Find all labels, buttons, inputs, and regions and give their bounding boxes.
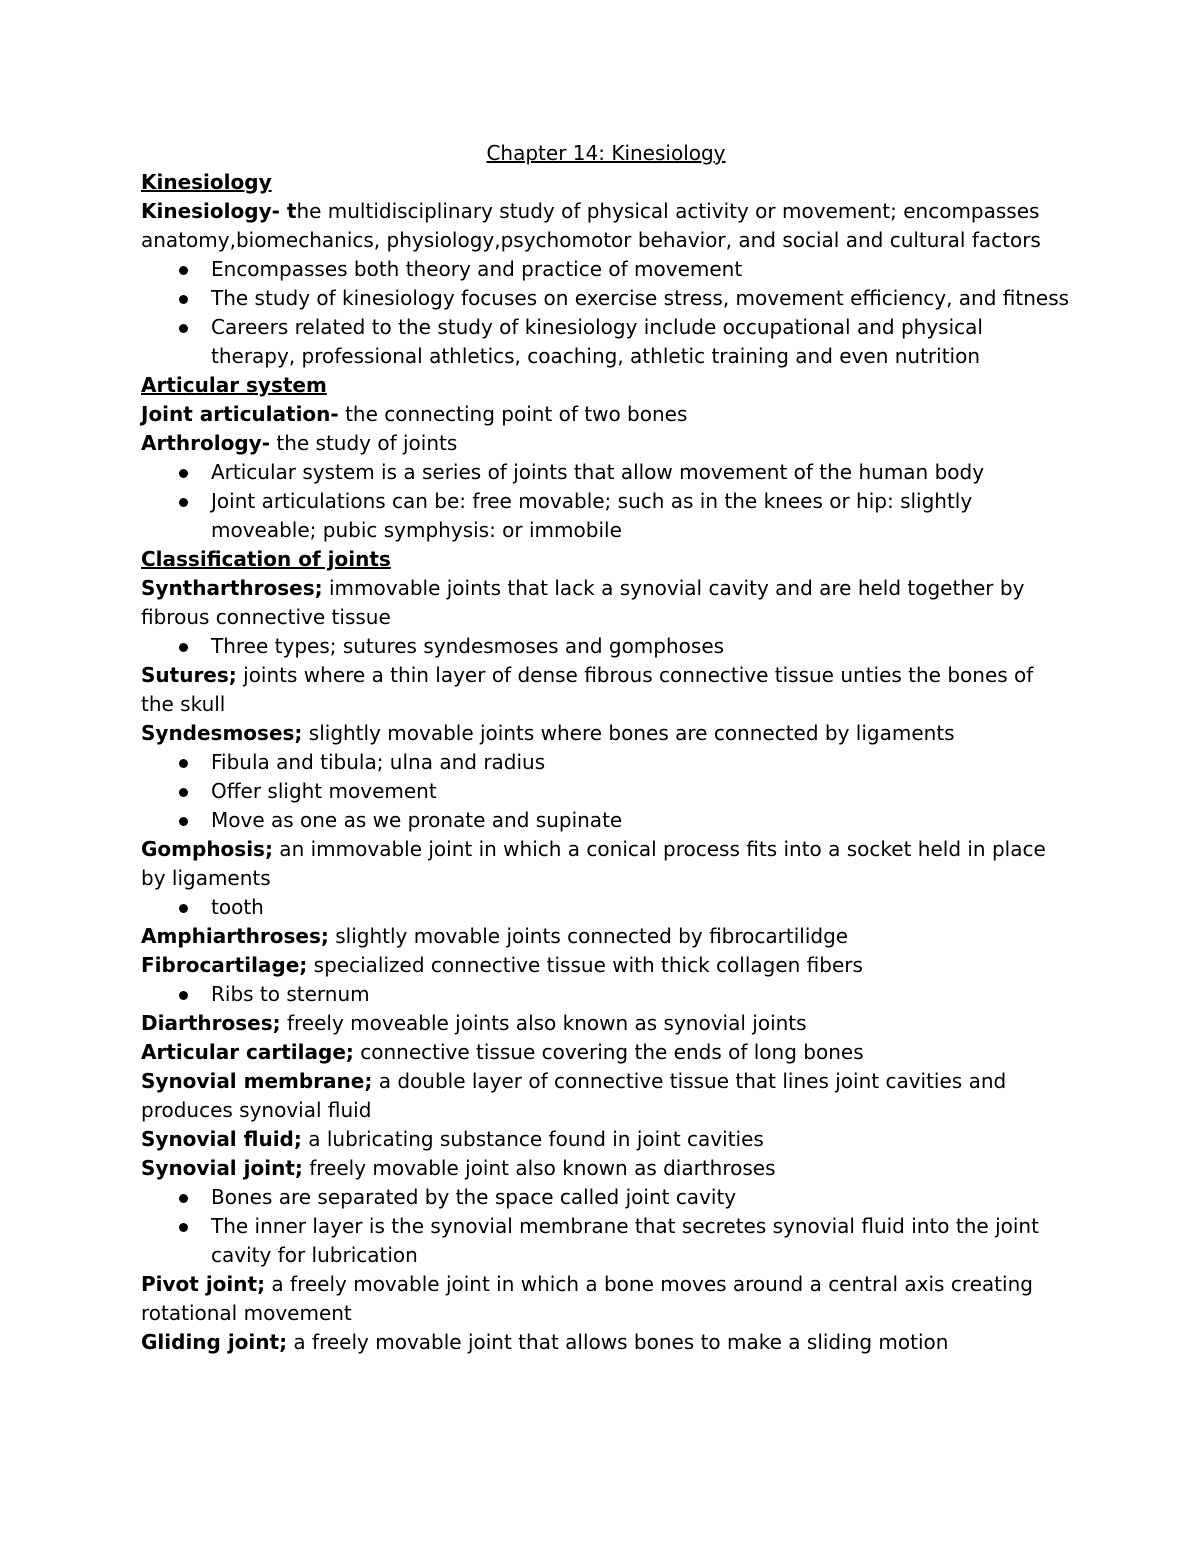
- definition-text: the connecting point of two bones: [338, 402, 688, 426]
- bullet-icon: [179, 759, 188, 768]
- definition-joint-articulation: [141, 400, 1071, 429]
- bullet-icon: [179, 266, 188, 275]
- list-item: [141, 284, 1071, 313]
- term-label: Sutures;: [141, 663, 237, 687]
- definition-pivot-joint: [141, 1270, 1071, 1328]
- list-item-text: The inner layer is the synovial membrane that secretes synovial fluid into the joint cavity for lubrication: [211, 1214, 1039, 1267]
- list-item-text: Fibula and tibula; ulna and radius: [211, 750, 546, 774]
- list-item: [141, 980, 1071, 1009]
- term-label: Joint articulation-: [141, 402, 339, 426]
- term-label: Arthrology-: [141, 431, 270, 455]
- list-item-text: tooth: [211, 895, 264, 919]
- term-label: Synovial joint;: [141, 1156, 303, 1180]
- list-item: [141, 487, 1071, 545]
- definition-text: slightly movable joints where bones are connected by ligaments: [302, 721, 955, 745]
- list-item: [141, 893, 1071, 922]
- definition-text: a lubricating substance found in joint cavities: [301, 1127, 764, 1151]
- list-item: [141, 255, 1071, 284]
- definition-sutures: [141, 661, 1071, 719]
- list-item-text: Articular system is a series of joints that allow movement of the human body: [211, 460, 985, 484]
- list-item-text: Move as one as we pronate and supinate: [211, 808, 623, 832]
- term-label: Gliding joint;: [141, 1330, 288, 1354]
- term-label: Diarthroses;: [141, 1011, 281, 1035]
- definition-syndesmoses: [141, 719, 1071, 748]
- document-title: Chapter 14: Kinesiology: [486, 141, 726, 165]
- list-item-text: Bones are separated by the space called joint cavity: [211, 1185, 737, 1209]
- definition-syntharthroses: [141, 574, 1071, 632]
- definition-text: freely movable joint also known as diarthroses: [302, 1156, 776, 1180]
- bullet-list-articular: [141, 458, 1071, 545]
- list-item: [141, 777, 1071, 806]
- section-heading-kinesiology: Kinesiology: [141, 170, 272, 194]
- definition-text: a freely movable joint that allows bones to make a sliding motion: [287, 1330, 949, 1354]
- bullet-list-syntharthroses: [141, 632, 1071, 661]
- bullet-list-synovial-joint: [141, 1183, 1071, 1270]
- term-label: Kinesiology- t: [141, 199, 297, 223]
- list-item-text: Ribs to sternum: [211, 982, 370, 1006]
- bullet-list-gomphosis: [141, 893, 1071, 922]
- definition-text: immovable joints that lack a synovial cavity and are held together by fibrous connective tissue: [141, 576, 1025, 629]
- definition-gliding-joint: [141, 1328, 1071, 1357]
- definition-text: joints where a thin layer of dense fibrous connective tissue unties the bones of the skull: [141, 663, 1034, 716]
- bullet-list-syndesmoses: [141, 748, 1071, 835]
- term-label: Gomphosis;: [141, 837, 273, 861]
- list-item: [141, 313, 1071, 371]
- list-item: [141, 1212, 1071, 1270]
- list-item-text: Careers related to the study of kinesiology include occupational and physical therapy, professional athletics, coaching, athletic training and even nutrition: [211, 315, 983, 368]
- definition-articular-cartilage: [141, 1038, 1071, 1067]
- definition-synovial-joint: [141, 1154, 1071, 1183]
- definition-text: freely moveable joints also known as synovial joints: [280, 1011, 807, 1035]
- list-item: [141, 806, 1071, 835]
- section-heading-articular-system: Articular system: [141, 373, 327, 397]
- term-label: Fibrocartilage;: [141, 953, 308, 977]
- list-item-text: Joint articulations can be: free movable; such as in the knees or hip: slightly moveable; pubic symphysis: or immobile: [211, 489, 973, 542]
- bullet-icon: [179, 991, 188, 1000]
- bullet-icon: [179, 324, 188, 333]
- definition-text: he multidisciplinary study of physical activity or movement; encompasses anatomy,biomechanics, physiology,psychomotor behavior, and social and cultural factors: [141, 199, 1041, 252]
- term-label: Synovial membrane;: [141, 1069, 373, 1093]
- list-item-text: Offer slight movement: [211, 779, 437, 803]
- definition-text: the study of joints: [270, 431, 458, 455]
- bullet-list-fibrocartilage: [141, 980, 1071, 1009]
- definition-synovial-fluid: [141, 1125, 1071, 1154]
- definition-synovial-membrane: [141, 1067, 1071, 1125]
- list-item-text: Three types; sutures syndesmoses and gomphoses: [211, 634, 725, 658]
- list-item: [141, 1183, 1071, 1212]
- list-item: [141, 458, 1071, 487]
- term-label: Syntharthroses;: [141, 576, 323, 600]
- definition-text: a freely movable joint in which a bone moves around a central axis creating rotational movement: [141, 1272, 1033, 1325]
- term-label: Synovial fluid;: [141, 1127, 302, 1151]
- bullet-icon: [179, 1194, 188, 1203]
- term-label: Syndesmoses;: [141, 721, 303, 745]
- definition-kinesiology: [141, 197, 1071, 255]
- definition-amphiarthroses: [141, 922, 1071, 951]
- bullet-icon: [179, 904, 188, 913]
- list-item: [141, 632, 1071, 661]
- definition-arthrology: [141, 429, 1071, 458]
- list-item-text: Encompasses both theory and practice of movement: [211, 257, 743, 281]
- bullet-icon: [179, 643, 188, 652]
- term-label: Amphiarthroses;: [141, 924, 329, 948]
- definition-gomphosis: [141, 835, 1071, 893]
- bullet-icon: [179, 788, 188, 797]
- bullet-icon: [179, 1223, 188, 1232]
- section-heading-classification: Classification of joints: [141, 547, 391, 571]
- list-item-text: The study of kinesiology focuses on exercise stress, movement efficiency, and fitness: [211, 286, 1070, 310]
- bullet-list-kinesiology: [141, 255, 1071, 371]
- term-label: Pivot joint;: [141, 1272, 266, 1296]
- definition-text: slightly movable joints connected by fibrocartilidge: [328, 924, 849, 948]
- definition-diarthroses: [141, 1009, 1071, 1038]
- list-item: [141, 748, 1071, 777]
- definition-text: an immovable joint in which a conical process fits into a socket held in place by ligaments: [141, 837, 1046, 890]
- definition-text: a double layer of connective tissue that lines joint cavities and produces synovial fluid: [141, 1069, 1007, 1122]
- document-page: [141, 139, 1071, 1357]
- definition-fibrocartilage: [141, 951, 1071, 980]
- definition-text: specialized connective tissue with thick collagen fibers: [307, 953, 863, 977]
- bullet-icon: [179, 469, 188, 478]
- bullet-icon: [179, 817, 188, 826]
- bullet-icon: [179, 295, 188, 304]
- bullet-icon: [179, 498, 188, 507]
- definition-text: connective tissue covering the ends of long bones: [353, 1040, 864, 1064]
- term-label: Articular cartilage;: [141, 1040, 354, 1064]
